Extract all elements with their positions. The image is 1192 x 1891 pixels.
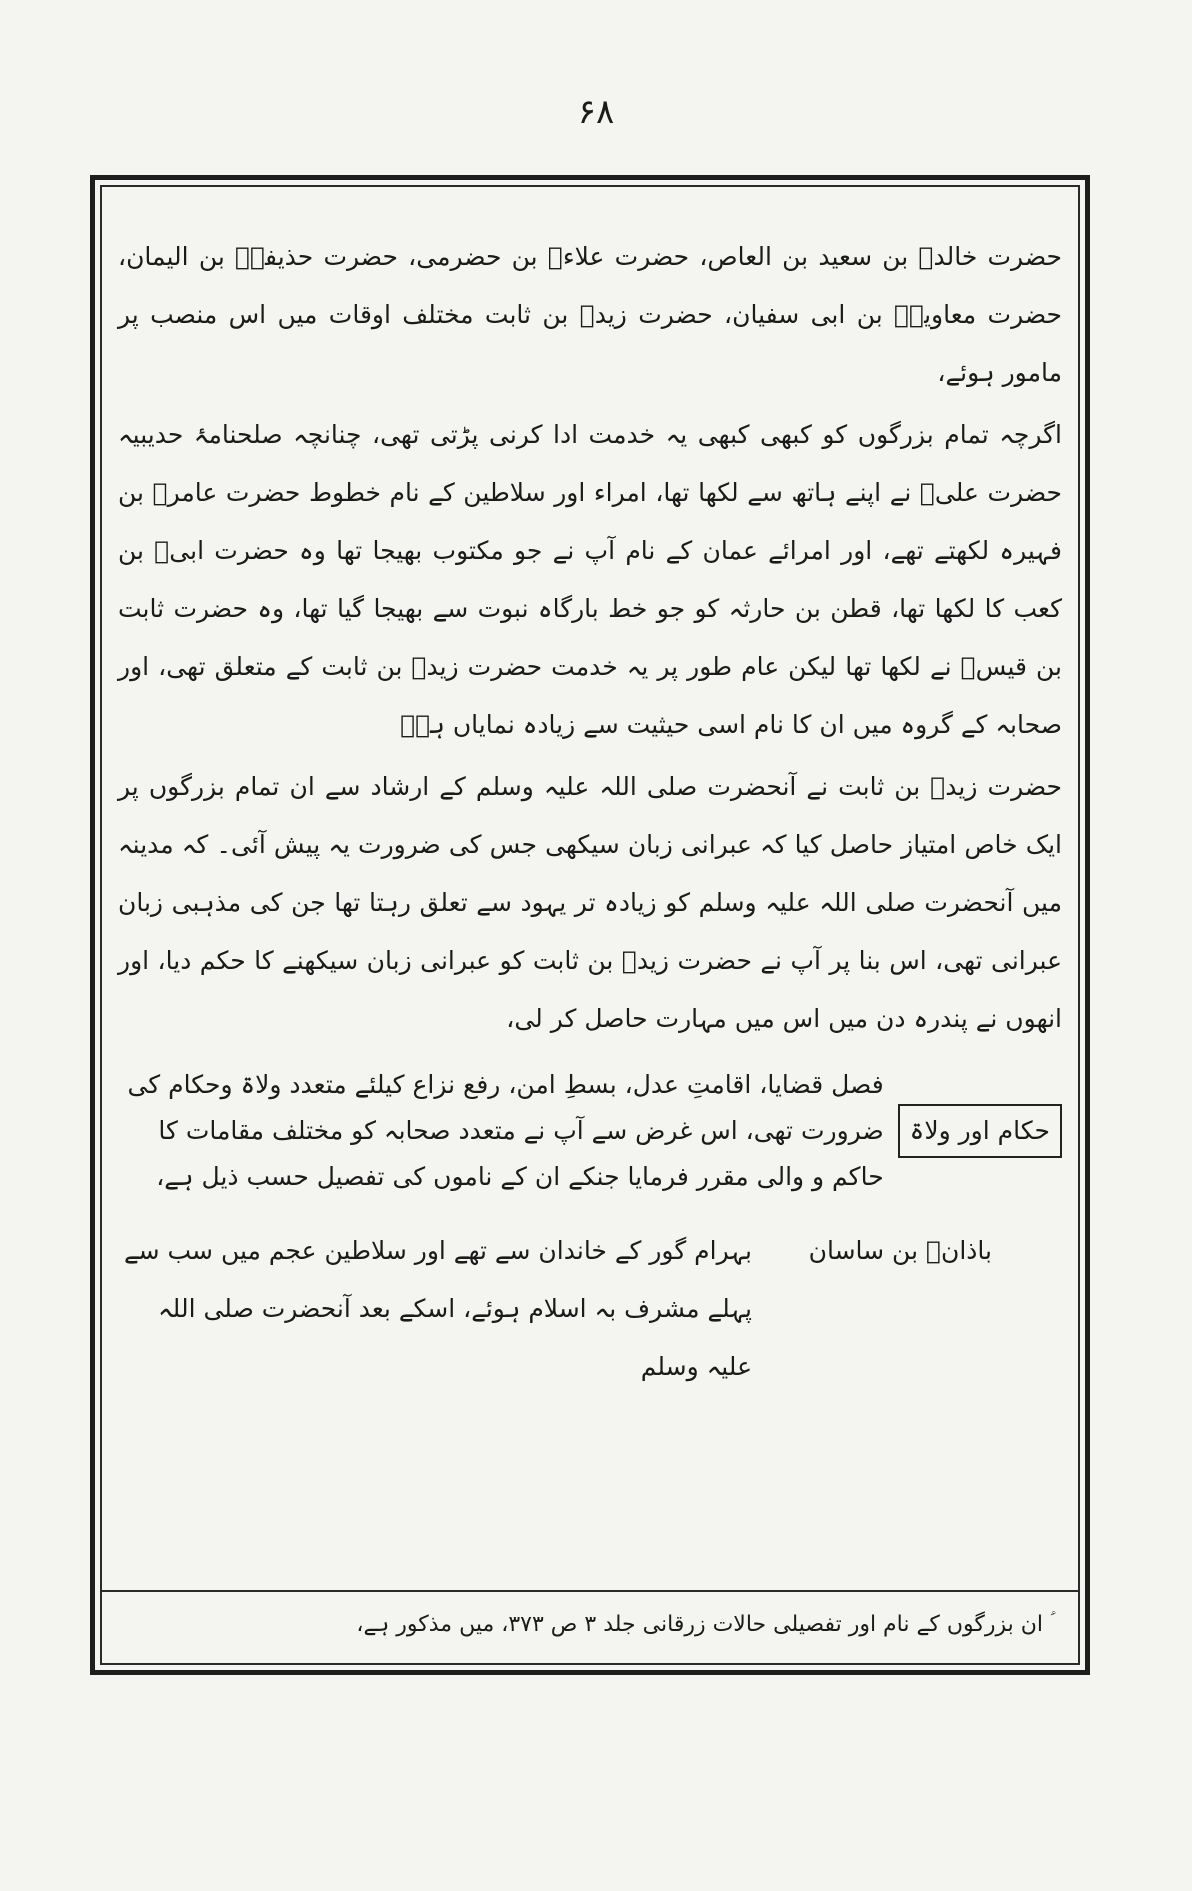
- footnote-divider: [100, 1590, 1080, 1592]
- entry-name: باذانؓ بن ساسان: [808, 1236, 992, 1265]
- list-item: [118, 1222, 1062, 1396]
- section-heading: حکام اور ولاۃ: [898, 1104, 1062, 1158]
- paragraph-3: حضرت زیدؓ بن ثابت نے آنحضرت صلی اللہ علیہ وسلم کے ارشاد سے ان تمام بزرگوں پر ایک خاص امتیاز حاصل کیا کہ عبرانی زبان سیکھی جس کی ضرورت یہ پیش آئی۔ کہ مدینہ میں آنحضرت صلی اللہ علیہ وسلم کو زیادہ تر یہود سے تعلق رہتا تھا جن کی مذہبی زبان عبرانی تھی، اس بنا پر آپ نے حضرت زیدؓ بن ثابت کو عبرانی زبان سیکھنے کا حکم دیا، اور انھوں نے پندرہ دن میں اس میں مہارت حاصل کر لی،: [118, 772, 1062, 1033]
- body-text: [118, 228, 1062, 1396]
- page-number: ۶۸: [577, 92, 615, 132]
- footnote: ؑ ان بزرگوں کے نام اور تفصیلی حالات زرقانی جلد ۳ ص ۳۷۳، میں مذکور ہے،: [356, 1612, 1050, 1637]
- paragraph-2: اگرچہ تمام بزرگوں کو کبھی کبھی یہ خدمت ادا کرنی پڑتی تھی، چنانچہ صلحنامۂ حدیبیہ حضرت علیؓ نے اپنے ہاتھ سے لکھا تھا، امراء اور سلاطین کے نام خطوط حضرت عامرؓ بن فہیرہ لکھتے تھے، اور امرائے عمان کے نام آپ نے جو مکتوب بھیجا تھا وہ حضرت ابیؓ بن کعب کا لکھا تھا، قطن بن حارثہ کو جو خط بارگاہ نبوت سے بھیجا گیا تھا، وہ حضرت ثابت بن قیسؓ نے لکھا تھا لیکن عام طور پر یہ خدمت حضرت زیدؓ بن ثابت کے متعلق تھی، اور صحابہ کے گروہ میں ان کا نام اسی حیثیت سے زیادہ نمایاں ہےؑ: [118, 420, 1062, 739]
- section-governors: [118, 1062, 1062, 1200]
- section-text: فصل قضایا، اقامتِ عدل، بسطِ امن، رفع نزاع کیلئے متعدد ولاۃ وحکام کی ضرورت تھی، اس غرض سے آپ نے متعدد صحابہ کو مختلف مقامات کا حاکم و والی مقرر فرمایا جنکے ان کے ناموں کی تفصیل حسب ذیل ہے،: [127, 1070, 884, 1191]
- entry-description: بہرام گور کے خاندان سے تھے اور سلاطین عجم میں سب سے پہلے مشرف بہ اسلام ہوئے، اسکے بعد آنحضرت صلی اللہ علیہ وسلم: [123, 1236, 752, 1381]
- paragraph-1: حضرت خالدؓ بن سعید بن العاص، حضرت علاءؓ بن حضرمی، حضرت حذیفہؓ بن الیمان، حضرت معاویہؓ بن ابی سفیان، حضرت زیدؓ بن ثابت مختلف اوقات میں اس منصب پر مامور ہوئے،: [118, 242, 1062, 387]
